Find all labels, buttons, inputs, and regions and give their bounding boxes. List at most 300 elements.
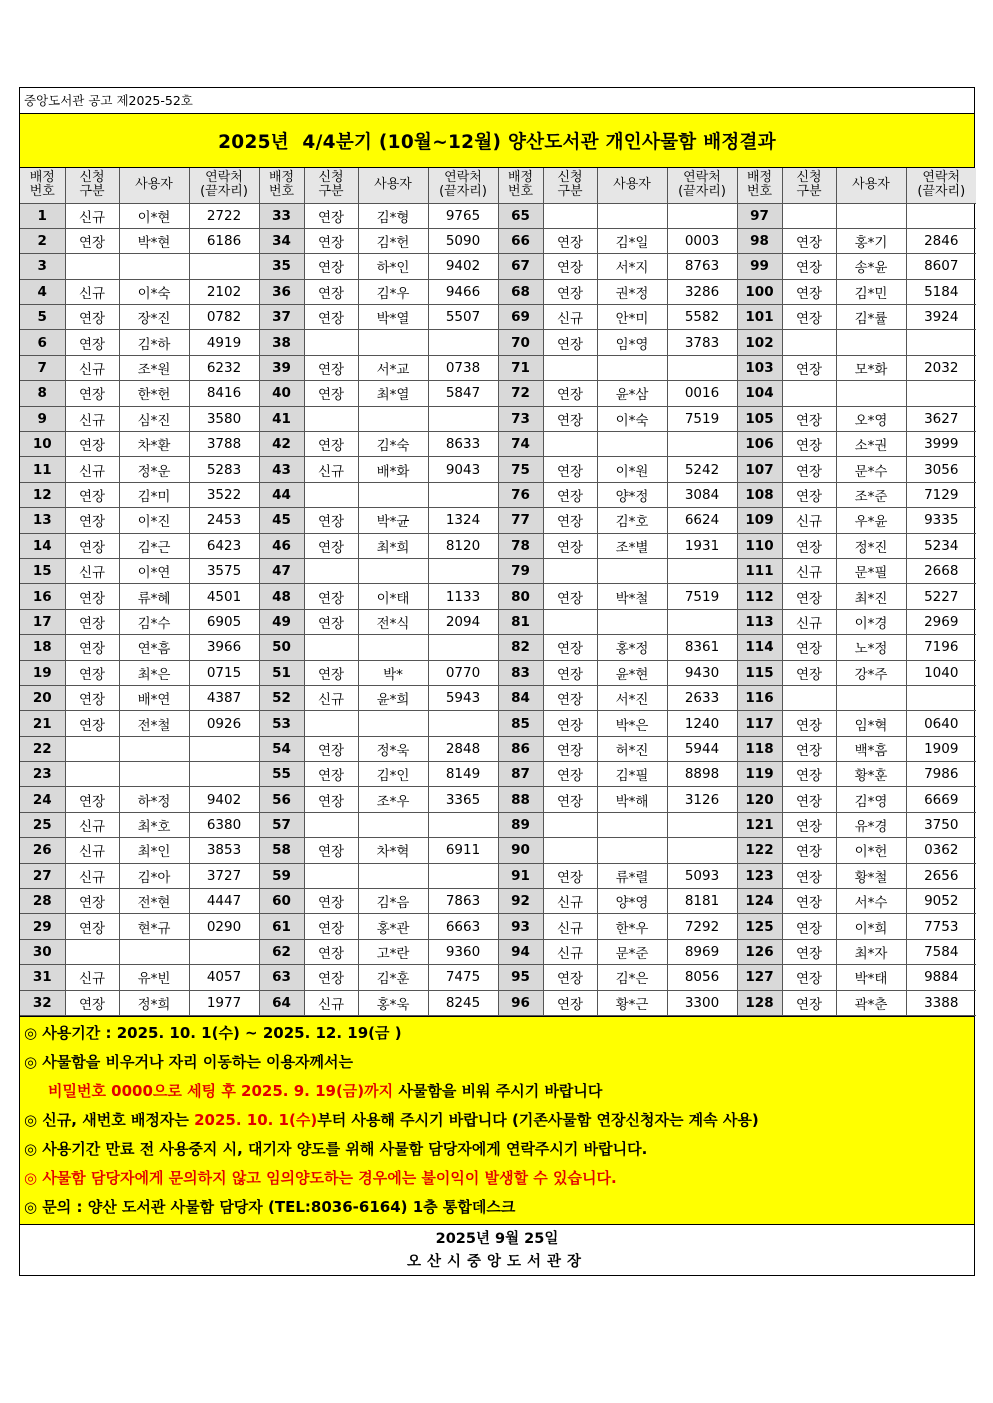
user-name bbox=[119, 939, 189, 964]
apply-type: 연장 bbox=[782, 406, 836, 431]
contact-digits: 0738 bbox=[428, 355, 498, 380]
user-name: 백*흠 bbox=[836, 736, 906, 761]
contact-digits: 6663 bbox=[428, 914, 498, 939]
apply-type: 연장 bbox=[65, 508, 119, 533]
locker-number: 9 bbox=[20, 406, 65, 431]
contact-digits bbox=[906, 203, 976, 228]
apply-type: 연장 bbox=[304, 939, 358, 964]
contact-digits: 3388 bbox=[906, 990, 976, 1015]
contact-digits: 8633 bbox=[428, 432, 498, 457]
user-name bbox=[358, 558, 428, 583]
header-contact: 연락처 (끝자리) bbox=[428, 168, 498, 203]
user-name: 박*열 bbox=[358, 305, 428, 330]
user-name: 류*렬 bbox=[597, 863, 667, 888]
apply-type bbox=[543, 838, 597, 863]
locker-number: 80 bbox=[498, 584, 543, 609]
contact-digits: 4919 bbox=[189, 330, 259, 355]
table-row bbox=[20, 381, 976, 406]
locker-number: 112 bbox=[737, 584, 782, 609]
locker-number: 35 bbox=[259, 254, 304, 279]
locker-number: 56 bbox=[259, 787, 304, 812]
contact-digits: 5093 bbox=[667, 863, 737, 888]
contact-digits bbox=[906, 685, 976, 710]
header-apply-type: 신청 구분 bbox=[304, 168, 358, 203]
contact-digits: 9052 bbox=[906, 889, 976, 914]
apply-type: 연장 bbox=[782, 838, 836, 863]
locker-number: 17 bbox=[20, 609, 65, 634]
notice-number: 중앙도서관 공고 제2025-52호 bbox=[20, 88, 974, 114]
locker-number: 79 bbox=[498, 558, 543, 583]
table-row bbox=[20, 584, 976, 609]
contact-digits: 5090 bbox=[428, 228, 498, 253]
contact-digits: 6186 bbox=[189, 228, 259, 253]
contact-digits: 3084 bbox=[667, 482, 737, 507]
user-name: 전*식 bbox=[358, 609, 428, 634]
contact-digits: 8416 bbox=[189, 381, 259, 406]
locker-number: 27 bbox=[20, 863, 65, 888]
locker-number: 52 bbox=[259, 685, 304, 710]
locker-number: 100 bbox=[737, 279, 782, 304]
user-name: 장*진 bbox=[119, 305, 189, 330]
contact-digits bbox=[667, 812, 737, 837]
apply-type: 연장 bbox=[782, 660, 836, 685]
apply-type: 신규 bbox=[65, 812, 119, 837]
contact-digits: 2969 bbox=[906, 609, 976, 634]
apply-type: 연장 bbox=[65, 914, 119, 939]
apply-type bbox=[304, 330, 358, 355]
apply-type bbox=[304, 406, 358, 431]
apply-type: 연장 bbox=[543, 685, 597, 710]
locker-number: 124 bbox=[737, 889, 782, 914]
locker-number: 19 bbox=[20, 660, 65, 685]
locker-number: 97 bbox=[737, 203, 782, 228]
user-name bbox=[358, 863, 428, 888]
locker-number: 46 bbox=[259, 533, 304, 558]
user-name: 강*주 bbox=[836, 660, 906, 685]
apply-type bbox=[782, 381, 836, 406]
contact-digits: 7753 bbox=[906, 914, 976, 939]
table-row bbox=[20, 482, 976, 507]
apply-type: 연장 bbox=[304, 889, 358, 914]
apply-type: 연장 bbox=[782, 279, 836, 304]
user-name: 최*희 bbox=[358, 533, 428, 558]
user-name: 서*진 bbox=[597, 685, 667, 710]
new-assignee-line bbox=[20, 1106, 974, 1135]
apply-type: 연장 bbox=[543, 254, 597, 279]
contact-digits: 3126 bbox=[667, 787, 737, 812]
locker-number: 21 bbox=[20, 711, 65, 736]
user-name: 홍*정 bbox=[597, 635, 667, 660]
table-row bbox=[20, 736, 976, 761]
header-user: 사용자 bbox=[119, 168, 189, 203]
user-name: 박*현 bbox=[119, 228, 189, 253]
contact-digits: 0926 bbox=[189, 711, 259, 736]
apply-type: 연장 bbox=[543, 990, 597, 1015]
locker-number: 82 bbox=[498, 635, 543, 660]
locker-number: 34 bbox=[259, 228, 304, 253]
apply-type: 연장 bbox=[543, 533, 597, 558]
contact-digits bbox=[906, 381, 976, 406]
apply-type: 연장 bbox=[304, 660, 358, 685]
user-name: 황*근 bbox=[597, 990, 667, 1015]
locker-number: 103 bbox=[737, 355, 782, 380]
contact-digits bbox=[667, 355, 737, 380]
locker-number: 37 bbox=[259, 305, 304, 330]
header-user: 사용자 bbox=[597, 168, 667, 203]
apply-type: 신규 bbox=[304, 457, 358, 482]
contact-digits: 3924 bbox=[906, 305, 976, 330]
user-name: 김*일 bbox=[597, 228, 667, 253]
user-name: 송*윤 bbox=[836, 254, 906, 279]
user-name: 유*경 bbox=[836, 812, 906, 837]
apply-type: 신규 bbox=[543, 889, 597, 914]
contact-digits: 9466 bbox=[428, 279, 498, 304]
user-name: 최*호 bbox=[119, 812, 189, 837]
apply-type bbox=[304, 482, 358, 507]
apply-type: 신규 bbox=[782, 558, 836, 583]
user-name: 김*훈 bbox=[358, 965, 428, 990]
user-name: 한*헌 bbox=[119, 381, 189, 406]
apply-type: 연장 bbox=[782, 863, 836, 888]
user-name bbox=[597, 838, 667, 863]
contact-digits: 3750 bbox=[906, 812, 976, 837]
contact-digits: 8763 bbox=[667, 254, 737, 279]
locker-number: 67 bbox=[498, 254, 543, 279]
apply-type: 연장 bbox=[304, 355, 358, 380]
locker-number: 109 bbox=[737, 508, 782, 533]
table-row bbox=[20, 787, 976, 812]
apply-type: 연장 bbox=[65, 228, 119, 253]
locker-number: 23 bbox=[20, 762, 65, 787]
header-user: 사용자 bbox=[358, 168, 428, 203]
table-row bbox=[20, 965, 976, 990]
apply-type: 연장 bbox=[543, 635, 597, 660]
user-name: 서*지 bbox=[597, 254, 667, 279]
user-name: 차*환 bbox=[119, 432, 189, 457]
locker-number: 58 bbox=[259, 838, 304, 863]
locker-number: 71 bbox=[498, 355, 543, 380]
locker-number: 5 bbox=[20, 305, 65, 330]
user-name bbox=[597, 432, 667, 457]
contact-digits bbox=[667, 203, 737, 228]
apply-type: 연장 bbox=[782, 635, 836, 660]
contact-digits: 2453 bbox=[189, 508, 259, 533]
user-name: 박* bbox=[358, 660, 428, 685]
apply-type: 연장 bbox=[782, 990, 836, 1015]
table-row bbox=[20, 863, 976, 888]
issue-date: 2025년 9월 25일 bbox=[435, 1231, 559, 1247]
header-apply-type: 신청 구분 bbox=[543, 168, 597, 203]
user-name: 우*윤 bbox=[836, 508, 906, 533]
apply-type: 신규 bbox=[65, 406, 119, 431]
contact-digits bbox=[428, 635, 498, 660]
apply-type: 연장 bbox=[304, 254, 358, 279]
contact-digits: 4447 bbox=[189, 889, 259, 914]
locker-number: 65 bbox=[498, 203, 543, 228]
apply-type: 연장 bbox=[543, 965, 597, 990]
contact-digits: 3575 bbox=[189, 558, 259, 583]
contact-digits: 3522 bbox=[189, 482, 259, 507]
apply-type: 연장 bbox=[304, 914, 358, 939]
user-name: 박*해 bbox=[597, 787, 667, 812]
user-name: 김*은 bbox=[597, 965, 667, 990]
contact-digits: 3365 bbox=[428, 787, 498, 812]
apply-type: 연장 bbox=[782, 736, 836, 761]
apply-type: 연장 bbox=[304, 584, 358, 609]
apply-type: 연장 bbox=[304, 305, 358, 330]
locker-number: 33 bbox=[259, 203, 304, 228]
contact-digits: 6905 bbox=[189, 609, 259, 634]
contact-digits bbox=[428, 330, 498, 355]
apply-type: 신규 bbox=[65, 203, 119, 228]
apply-type bbox=[65, 254, 119, 279]
locker-number: 120 bbox=[737, 787, 782, 812]
apply-type: 연장 bbox=[65, 711, 119, 736]
apply-type: 연장 bbox=[782, 482, 836, 507]
user-name: 김*아 bbox=[119, 863, 189, 888]
contact-digits: 5582 bbox=[667, 305, 737, 330]
locker-number: 81 bbox=[498, 609, 543, 634]
apply-type: 연장 bbox=[543, 228, 597, 253]
apply-type: 연장 bbox=[304, 432, 358, 457]
apply-type bbox=[543, 558, 597, 583]
locker-number: 51 bbox=[259, 660, 304, 685]
locker-number: 42 bbox=[259, 432, 304, 457]
contact-digits: 2668 bbox=[906, 558, 976, 583]
table-row bbox=[20, 228, 976, 253]
contact-digits: 6380 bbox=[189, 812, 259, 837]
apply-type: 연장 bbox=[304, 203, 358, 228]
contact-digits: 8149 bbox=[428, 762, 498, 787]
contact-digits: 5184 bbox=[906, 279, 976, 304]
table-body bbox=[20, 203, 976, 1016]
user-name: 최*진 bbox=[836, 584, 906, 609]
user-name: 이*희 bbox=[836, 914, 906, 939]
apply-type: 연장 bbox=[65, 482, 119, 507]
contact-digits: 3580 bbox=[189, 406, 259, 431]
apply-type: 연장 bbox=[543, 584, 597, 609]
locker-number: 28 bbox=[20, 889, 65, 914]
user-name: 홍*기 bbox=[836, 228, 906, 253]
apply-type: 연장 bbox=[782, 787, 836, 812]
password-reset-warning: 비밀번호 0000으로 세팅 후 2025. 9. 19(금)까지 bbox=[48, 1082, 394, 1100]
contact-digits bbox=[189, 254, 259, 279]
contact-digits: 7863 bbox=[428, 889, 498, 914]
user-name: 조*우 bbox=[358, 787, 428, 812]
locker-number: 93 bbox=[498, 914, 543, 939]
locker-number: 66 bbox=[498, 228, 543, 253]
document-footer bbox=[20, 1224, 974, 1275]
apply-type: 신규 bbox=[65, 355, 119, 380]
user-name: 최*열 bbox=[358, 381, 428, 406]
user-name bbox=[119, 762, 189, 787]
locker-number: 59 bbox=[259, 863, 304, 888]
locker-number: 104 bbox=[737, 381, 782, 406]
locker-number: 98 bbox=[737, 228, 782, 253]
user-name bbox=[836, 381, 906, 406]
table-row bbox=[20, 939, 976, 964]
table-row bbox=[20, 914, 976, 939]
apply-type: 연장 bbox=[65, 787, 119, 812]
locker-number: 102 bbox=[737, 330, 782, 355]
user-name bbox=[358, 812, 428, 837]
apply-type bbox=[65, 762, 119, 787]
contact-digits: 1909 bbox=[906, 736, 976, 761]
apply-type: 신규 bbox=[65, 863, 119, 888]
user-name: 김*형 bbox=[358, 203, 428, 228]
new-assignee-text-a: ◎ 신규, 새번호 배정자는 bbox=[24, 1111, 195, 1129]
header-apply-type: 신청 구분 bbox=[782, 168, 836, 203]
user-name bbox=[836, 203, 906, 228]
apply-type: 연장 bbox=[782, 305, 836, 330]
table-row bbox=[20, 203, 976, 228]
apply-type: 연장 bbox=[304, 965, 358, 990]
locker-number: 84 bbox=[498, 685, 543, 710]
locker-number: 85 bbox=[498, 711, 543, 736]
table-row bbox=[20, 711, 976, 736]
table-row bbox=[20, 838, 976, 863]
header-row bbox=[20, 168, 976, 203]
user-name: 임*혁 bbox=[836, 711, 906, 736]
apply-type: 연장 bbox=[543, 660, 597, 685]
locker-number: 95 bbox=[498, 965, 543, 990]
apply-type bbox=[65, 736, 119, 761]
header-assign-number: 배정 번호 bbox=[259, 168, 304, 203]
user-name: 김*우 bbox=[358, 279, 428, 304]
user-name: 김*률 bbox=[836, 305, 906, 330]
penalty-warning-line bbox=[20, 1164, 974, 1193]
contact-digits bbox=[428, 482, 498, 507]
locker-number: 125 bbox=[737, 914, 782, 939]
apply-type: 연장 bbox=[543, 711, 597, 736]
locker-number: 14 bbox=[20, 533, 65, 558]
apply-type: 연장 bbox=[782, 762, 836, 787]
contact-digits: 1240 bbox=[667, 711, 737, 736]
contact-digits: 3056 bbox=[906, 457, 976, 482]
user-name: 조*별 bbox=[597, 533, 667, 558]
locker-number: 119 bbox=[737, 762, 782, 787]
contact-digits: 5283 bbox=[189, 457, 259, 482]
contact-digits bbox=[428, 558, 498, 583]
apply-type: 신규 bbox=[543, 305, 597, 330]
table-row bbox=[20, 508, 976, 533]
user-name: 양*영 bbox=[597, 889, 667, 914]
user-name: 홍*욱 bbox=[358, 990, 428, 1015]
contact-digits: 9402 bbox=[428, 254, 498, 279]
locker-number: 115 bbox=[737, 660, 782, 685]
user-name bbox=[836, 330, 906, 355]
locker-number: 64 bbox=[259, 990, 304, 1015]
user-name: 김*필 bbox=[597, 762, 667, 787]
apply-type: 연장 bbox=[543, 482, 597, 507]
locker-number: 10 bbox=[20, 432, 65, 457]
contact-digits: 8898 bbox=[667, 762, 737, 787]
locker-number: 38 bbox=[259, 330, 304, 355]
apply-type: 연장 bbox=[65, 685, 119, 710]
locker-number: 116 bbox=[737, 685, 782, 710]
apply-type: 연장 bbox=[65, 330, 119, 355]
header-contact: 연락처 (끝자리) bbox=[906, 168, 976, 203]
user-name: 류*혜 bbox=[119, 584, 189, 609]
user-name: 김*민 bbox=[836, 279, 906, 304]
locker-number: 44 bbox=[259, 482, 304, 507]
header-assign-number: 배정 번호 bbox=[498, 168, 543, 203]
contact-digits: 7129 bbox=[906, 482, 976, 507]
apply-type bbox=[782, 685, 836, 710]
table-header bbox=[20, 168, 976, 203]
locker-number: 62 bbox=[259, 939, 304, 964]
user-name: 김*음 bbox=[358, 889, 428, 914]
user-name: 유*빈 bbox=[119, 965, 189, 990]
user-name bbox=[597, 203, 667, 228]
apply-type: 연장 bbox=[543, 381, 597, 406]
table-row bbox=[20, 685, 976, 710]
user-name: 이*헌 bbox=[836, 838, 906, 863]
contact-digits: 2722 bbox=[189, 203, 259, 228]
locker-number: 25 bbox=[20, 812, 65, 837]
contact-digits: 2094 bbox=[428, 609, 498, 634]
user-name: 허*진 bbox=[597, 736, 667, 761]
contact-digits: 3727 bbox=[189, 863, 259, 888]
user-name: 정*욱 bbox=[358, 736, 428, 761]
contact-digits: 0715 bbox=[189, 660, 259, 685]
contact-digits: 6232 bbox=[189, 355, 259, 380]
usage-info-box bbox=[20, 1016, 974, 1224]
user-name bbox=[358, 330, 428, 355]
user-name: 임*영 bbox=[597, 330, 667, 355]
user-name: 김*근 bbox=[119, 533, 189, 558]
contact-digits bbox=[428, 863, 498, 888]
contact-digits: 6669 bbox=[906, 787, 976, 812]
contact-digits bbox=[428, 711, 498, 736]
locker-number: 69 bbox=[498, 305, 543, 330]
user-name bbox=[119, 254, 189, 279]
locker-number: 89 bbox=[498, 812, 543, 837]
contact-digits: 2656 bbox=[906, 863, 976, 888]
apply-type bbox=[543, 432, 597, 457]
contact-digits: 9884 bbox=[906, 965, 976, 990]
contact-digits: 9360 bbox=[428, 939, 498, 964]
contact-digits bbox=[667, 432, 737, 457]
user-name: 고*란 bbox=[358, 939, 428, 964]
contact-digits: 3300 bbox=[667, 990, 737, 1015]
locker-number: 50 bbox=[259, 635, 304, 660]
contact-digits: 2102 bbox=[189, 279, 259, 304]
user-name: 김*숙 bbox=[358, 432, 428, 457]
user-name: 배*화 bbox=[358, 457, 428, 482]
user-name: 노*정 bbox=[836, 635, 906, 660]
apply-type: 연장 bbox=[65, 381, 119, 406]
locker-number: 45 bbox=[259, 508, 304, 533]
user-name: 문*준 bbox=[597, 939, 667, 964]
user-name: 문*필 bbox=[836, 558, 906, 583]
table-row bbox=[20, 990, 976, 1015]
user-name: 이*현 bbox=[119, 203, 189, 228]
user-name: 문*수 bbox=[836, 457, 906, 482]
apply-type bbox=[543, 609, 597, 634]
contact-digits: 0016 bbox=[667, 381, 737, 406]
apply-type: 연장 bbox=[304, 609, 358, 634]
locker-number: 77 bbox=[498, 508, 543, 533]
locker-number: 122 bbox=[737, 838, 782, 863]
contact-digits: 3999 bbox=[906, 432, 976, 457]
locker-number: 1 bbox=[20, 203, 65, 228]
locker-number: 74 bbox=[498, 432, 543, 457]
password-reset-line bbox=[20, 1077, 974, 1106]
user-name bbox=[358, 635, 428, 660]
contact-digits: 6911 bbox=[428, 838, 498, 863]
user-name: 이*숙 bbox=[119, 279, 189, 304]
